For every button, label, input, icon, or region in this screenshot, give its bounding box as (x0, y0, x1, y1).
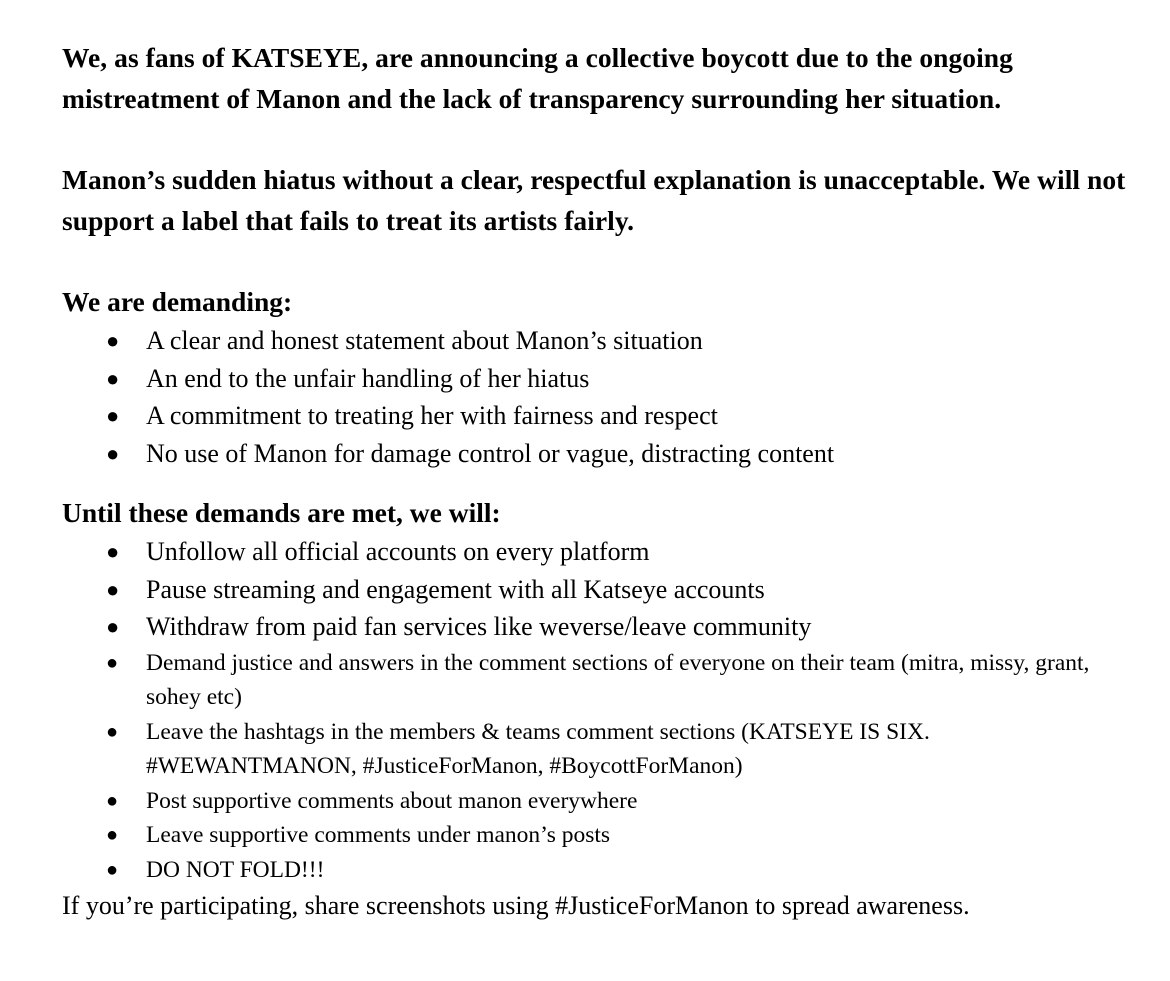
bullet-icon: ● (106, 858, 119, 881)
actions-heading: Until these demands are met, we will: (62, 497, 501, 528)
bullet-icon: ● (106, 789, 119, 812)
list-item-text: Leave supportive comments under manon’s posts (146, 822, 611, 848)
bullet-icon: ● (106, 824, 119, 846)
spacer (62, 119, 1142, 160)
list-item (62, 715, 1142, 784)
bullet-icon: ● (106, 614, 120, 639)
list-item (62, 784, 1142, 819)
spacer (62, 472, 1142, 493)
list-item-text: Withdraw from paid fan services like weverse/leave community (146, 612, 812, 641)
list-item (62, 397, 1142, 435)
list-item (62, 435, 1142, 473)
bullet-icon: ● (106, 440, 120, 466)
demands-heading: We are demanding: (62, 286, 293, 317)
list-item-text: A commitment to treating her with fairness and respect (146, 401, 718, 430)
list-item (62, 646, 1142, 715)
bullet-icon: ● (106, 576, 120, 602)
bullet-icon: ● (106, 651, 119, 674)
list-item-text: Leave the hashtags in the members & teams comment sections (KATSEYE IS SIX. #WEWANTMANON, #JusticeForManon, #BoycottForManon) (146, 718, 930, 779)
spacer (62, 241, 1142, 282)
bullet-icon: ● (106, 539, 120, 564)
list-item-text: Pause streaming and engagement with all Katseye accounts (146, 574, 765, 604)
bullet-icon: ● (106, 720, 119, 743)
list-item (62, 360, 1142, 398)
bullet-icon: ● (106, 403, 120, 428)
list-item-text: DO NOT FOLD!!! (146, 856, 325, 883)
list-item-text: Unfollow all official accounts on every platform (146, 537, 650, 566)
list-item-text: A clear and honest statement about Manon’s situation (146, 326, 703, 355)
list-item-text: An end to the unfair handling of her hiatus (146, 363, 590, 393)
intro-paragraph-2: Manon’s sudden hiatus without a clear, respectful explanation is unacceptable. We will not support a label that fails to treat its artists fairly. (62, 164, 1126, 236)
demands-list (62, 322, 1142, 472)
bullet-icon: ● (106, 328, 120, 353)
actions-list (62, 533, 1142, 887)
list-item-text: No use of Manon for damage control or vague, distracting content (146, 438, 835, 468)
list-item (62, 571, 1142, 609)
list-item-text: Post supportive comments about manon everywhere (146, 787, 638, 814)
list-item (62, 533, 1142, 571)
boycott-document (62, 38, 1142, 925)
list-item-text: Demand justice and answers in the comment sections of everyone on their team (mitra, missy, grant, sohey etc) (146, 649, 1090, 710)
list-item (62, 853, 1142, 888)
closing-line: If you’re participating, share screenshots using #JusticeForManon to spread awareness. (62, 891, 970, 920)
list-item (62, 608, 1142, 646)
bullet-icon: ● (106, 365, 120, 391)
intro-paragraph-1: We, as fans of KATSEYE, are announcing a collective boycott due to the ongoing mistreatment of Manon and the lack of transparency surrounding her situation. (62, 42, 1013, 114)
list-item (62, 322, 1142, 360)
list-item (62, 818, 1142, 853)
